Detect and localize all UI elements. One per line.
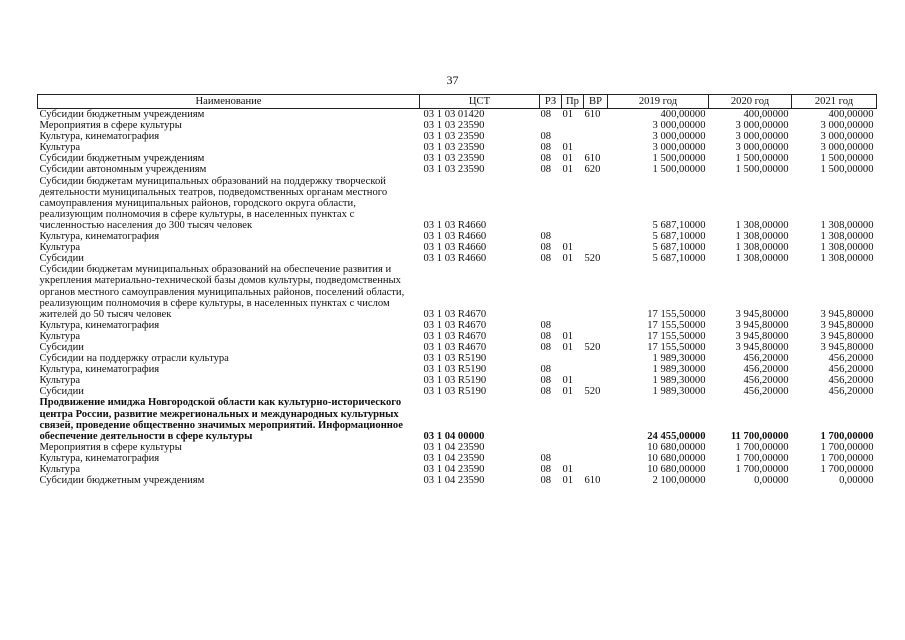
- cell-vr: [584, 453, 608, 464]
- cell-vr: [584, 131, 608, 142]
- cell-rz: 08: [540, 253, 552, 265]
- cell-2021: 1 500,00000: [820, 164, 874, 176]
- table-row: [38, 231, 877, 242]
- cell-2019: 1 989,30000: [652, 364, 706, 376]
- cell-cst: 03 1 03 R4670: [423, 319, 487, 331]
- cell-name: Культура: [39, 242, 81, 254]
- table-row: [38, 320, 877, 331]
- cell-vr: 610: [584, 153, 601, 165]
- header-rz: РЗ: [540, 95, 562, 109]
- cell-vr: [584, 242, 608, 253]
- cell-rz: [540, 353, 562, 364]
- cell-vr: [584, 120, 608, 131]
- cell-vr: 520: [584, 341, 601, 353]
- cell-rz: 08: [540, 475, 552, 487]
- cell-2019: 1 989,30000: [652, 353, 706, 365]
- cell-cst: 03 1 04 23590: [423, 464, 485, 475]
- table-body: [38, 109, 877, 487]
- cell-2019: 1 500,00000: [652, 164, 706, 176]
- cell-name: Культура, кинематография: [39, 319, 160, 331]
- cell-2019: 17 155,50000: [647, 330, 706, 342]
- table-row: [38, 364, 877, 375]
- table-row: [38, 142, 877, 153]
- cell-name: Культура: [39, 142, 81, 154]
- cell-pr: [562, 353, 584, 364]
- table-row: [38, 131, 877, 142]
- table-row: [38, 253, 877, 264]
- cell-rz: [540, 442, 562, 453]
- cell-rz: 08: [540, 464, 552, 475]
- cell-pr: 01: [562, 109, 574, 120]
- cell-2021: 1 308,00000: [820, 253, 874, 265]
- cell-2019: 24 455,00000: [647, 430, 706, 442]
- cell-2020: 1 308,00000: [735, 242, 789, 254]
- cell-name: Продвижение имиджа Новгородской области как культурно-исторического центра России, развитие межрегиональных и международных культурных связей, проведение общественно значимых мероприятий. Информационное обеспечение деятельности в сфере культуры: [39, 397, 403, 442]
- cell-2021: 3 000,00000: [820, 120, 874, 132]
- cell-2019: 5 687,10000: [652, 231, 706, 243]
- cell-2019: 3 000,00000: [652, 131, 706, 143]
- header-2020: 2020 год: [709, 95, 792, 109]
- table-row: [38, 164, 877, 175]
- cell-pr: 01: [562, 153, 574, 165]
- cell-2021: 456,20000: [828, 364, 874, 376]
- cell-vr: 520: [584, 386, 601, 398]
- cell-rz: 08: [540, 319, 552, 331]
- cell-pr: 01: [562, 475, 574, 487]
- cell-vr: [584, 331, 608, 342]
- cell-cst: 03 1 03 R4670: [423, 308, 487, 320]
- cell-2020: 3 000,00000: [735, 120, 789, 132]
- table-row: [38, 375, 877, 386]
- cell-2020: 11 700,00000: [730, 430, 789, 442]
- cell-2020: 1 700,00000: [735, 441, 789, 453]
- cell-rz: 08: [540, 242, 552, 254]
- cell-vr: [584, 442, 608, 453]
- cell-2020: 3 945,80000: [735, 330, 789, 342]
- table-row: [38, 353, 877, 364]
- cell-cst: 03 1 04 23590: [423, 475, 485, 487]
- table-row: [38, 342, 877, 353]
- cell-2019: 3 000,00000: [652, 120, 706, 132]
- cell-cst: 03 1 03 23590: [423, 120, 485, 132]
- cell-rz: [540, 176, 562, 231]
- cell-2020: 1 308,00000: [735, 253, 789, 265]
- cell-2019: 400,00000: [660, 109, 706, 120]
- cell-name: Культура, кинематография: [39, 131, 160, 143]
- table-row: [38, 153, 877, 164]
- cell-name: Культура: [39, 375, 81, 387]
- cell-2019: 10 680,00000: [647, 452, 706, 464]
- cell-2021: 1 700,00000: [820, 464, 874, 475]
- cell-pr: [562, 320, 584, 331]
- table-row: [38, 176, 877, 231]
- cell-cst: 03 1 03 R4670: [423, 330, 487, 342]
- cell-rz: [540, 397, 562, 441]
- cell-pr: 01: [562, 386, 574, 398]
- cell-pr: 01: [562, 341, 574, 353]
- table-row: [38, 397, 877, 441]
- cell-pr: 01: [562, 242, 574, 254]
- cell-rz: [540, 120, 562, 131]
- cell-vr: [584, 397, 608, 441]
- cell-vr: [584, 176, 608, 231]
- cell-2021: 1 700,00000: [820, 430, 874, 442]
- cell-2020: 456,20000: [743, 386, 789, 398]
- cell-vr: 610: [584, 475, 601, 487]
- cell-2019: 17 155,50000: [647, 308, 706, 320]
- cell-2021: 1 308,00000: [820, 219, 874, 231]
- header-name: Наименование: [38, 95, 420, 109]
- cell-2020: 1 700,00000: [735, 464, 789, 475]
- cell-rz: 08: [540, 452, 552, 464]
- cell-2021: 3 000,00000: [820, 142, 874, 154]
- cell-name: Культура: [39, 330, 81, 342]
- cell-2020: 0,00000: [754, 475, 789, 487]
- cell-2020: 3 945,80000: [735, 319, 789, 331]
- cell-cst: 03 1 03 R5190: [423, 375, 487, 387]
- cell-cst: 03 1 04 00000: [423, 430, 485, 442]
- cell-2021: 0,00000: [839, 475, 874, 487]
- cell-2020: 3 000,00000: [735, 142, 789, 154]
- cell-cst: 03 1 03 R4660: [423, 242, 487, 254]
- cell-name: Субсидии бюджетным учреждениям: [39, 153, 205, 165]
- cell-rz: 08: [540, 341, 552, 353]
- cell-cst: 03 1 03 R4670: [423, 341, 487, 353]
- table-row: [38, 464, 877, 475]
- table-row: [38, 386, 877, 397]
- cell-cst: 03 1 03 R5190: [423, 353, 487, 365]
- cell-name: Культура, кинематография: [39, 364, 160, 376]
- cell-vr: [584, 464, 608, 475]
- cell-name: Мероприятия в сфере культуры: [39, 120, 182, 132]
- table-row: [38, 242, 877, 253]
- cell-cst: 03 1 03 R4660: [423, 253, 487, 265]
- cell-cst: 03 1 03 R4660: [423, 219, 487, 231]
- cell-2021: 456,20000: [828, 353, 874, 365]
- cell-2021: 3 945,80000: [820, 330, 874, 342]
- cell-name: Культура, кинематография: [39, 452, 160, 464]
- cell-rz: [540, 264, 562, 319]
- cell-2020: 3 000,00000: [735, 131, 789, 143]
- cell-2021: 3 000,00000: [820, 131, 874, 143]
- cell-pr: 01: [562, 464, 574, 475]
- cell-2019: 10 680,00000: [647, 464, 706, 475]
- cell-cst: 03 1 03 R4660: [423, 231, 487, 243]
- cell-cst: 03 1 03 23590: [423, 142, 485, 154]
- cell-name: Субсидии бюджетным учреждениям: [39, 109, 205, 120]
- cell-pr: 01: [562, 142, 574, 154]
- cell-2020: 3 945,80000: [735, 341, 789, 353]
- cell-cst: 03 1 04 23590: [423, 452, 485, 464]
- cell-pr: [562, 364, 584, 375]
- cell-pr: 01: [562, 253, 574, 265]
- cell-rz: 08: [540, 164, 552, 176]
- cell-2021: 456,20000: [828, 386, 874, 398]
- cell-2021: 1 308,00000: [820, 242, 874, 254]
- cell-rz: 08: [540, 153, 552, 165]
- table-row: [38, 109, 877, 121]
- cell-name: Культура: [39, 464, 81, 475]
- cell-2020: 1 500,00000: [735, 164, 789, 176]
- cell-pr: 01: [562, 330, 574, 342]
- cell-2021: 1 700,00000: [820, 441, 874, 453]
- cell-vr: [584, 231, 608, 242]
- table-row: [38, 453, 877, 464]
- cell-name: Субсидии бюджетам муниципальных образований на обеспечение развития и укрепления материально-технической базы домов культуры, подведомственных органов местного самоуправления муниципальных районов, поселений области, реализующим полномочия в сфере культуры, в населенных пунктах с числом жителей до 50 тысяч человек: [39, 264, 405, 320]
- cell-pr: [562, 176, 584, 231]
- cell-cst: 03 1 04 23590: [423, 441, 485, 453]
- cell-2020: 456,20000: [743, 364, 789, 376]
- cell-2019: 5 687,10000: [652, 219, 706, 231]
- cell-2020: 1 500,00000: [735, 153, 789, 165]
- cell-name: Субсидии бюджетным учреждениям: [39, 475, 205, 487]
- cell-rz: 08: [540, 109, 552, 120]
- header-vr: ВР: [584, 95, 608, 109]
- header-pr: Пр: [562, 95, 584, 109]
- cell-2021: 1 700,00000: [820, 452, 874, 464]
- cell-2021: 456,20000: [828, 375, 874, 387]
- cell-2021: 3 945,80000: [820, 319, 874, 331]
- cell-2020: 1 308,00000: [735, 219, 789, 231]
- header-2019: 2019 год: [608, 95, 709, 109]
- cell-pr: [562, 231, 584, 242]
- cell-2020: 456,20000: [743, 375, 789, 387]
- cell-name: Субсидии на поддержку отрасли культура: [39, 353, 229, 365]
- cell-pr: [562, 453, 584, 464]
- cell-cst: 03 1 03 R5190: [423, 364, 487, 376]
- cell-cst: 03 1 03 23590: [423, 153, 485, 165]
- cell-2019: 1 989,30000: [652, 375, 706, 387]
- cell-2019: 3 000,00000: [652, 142, 706, 154]
- page-number: 37: [446, 73, 459, 87]
- header-2021: 2021 год: [792, 95, 877, 109]
- cell-rz: 08: [540, 142, 552, 154]
- cell-2020: 1 308,00000: [735, 231, 789, 243]
- cell-rz: 08: [540, 131, 552, 143]
- cell-vr: [584, 264, 608, 319]
- cell-rz: 08: [540, 231, 552, 243]
- cell-rz: 08: [540, 364, 552, 376]
- header-cst: ЦСТ: [420, 95, 540, 109]
- cell-2019: 5 687,10000: [652, 242, 706, 254]
- cell-name: Мероприятия в сфере культуры: [39, 441, 182, 453]
- cell-name: Субсидии автономным учреждениям: [39, 164, 207, 176]
- cell-vr: [584, 142, 608, 153]
- cell-vr: 520: [584, 253, 601, 265]
- cell-name: Субсидии бюджетам муниципальных образований на поддержку творческой деятельности муниципальных театров, подведомственных органам местного самоуправления муниципальных районов, городского округа области, реализующим полномочия в сфере культуры, в населенных пунктах с численностью населения до 300 тысяч человек: [39, 175, 388, 231]
- cell-2021: 1 308,00000: [820, 231, 874, 243]
- cell-2019: 10 680,00000: [647, 441, 706, 453]
- cell-pr: [562, 264, 584, 319]
- cell-vr: [584, 364, 608, 375]
- cell-2019: 5 687,10000: [652, 253, 706, 265]
- cell-2021: 400,00000: [828, 109, 874, 120]
- cell-vr: [584, 353, 608, 364]
- cell-vr: [584, 375, 608, 386]
- cell-cst: 03 1 03 R5190: [423, 386, 487, 398]
- cell-2021: 1 500,00000: [820, 153, 874, 165]
- cell-vr: [584, 320, 608, 331]
- cell-pr: [562, 131, 584, 142]
- cell-rz: 08: [540, 386, 552, 398]
- cell-2021: 3 945,80000: [820, 308, 874, 320]
- cell-name: Субсидии: [39, 341, 84, 353]
- cell-cst: 03 1 03 23590: [423, 131, 485, 143]
- cell-name: Субсидии: [39, 253, 84, 265]
- cell-pr: [562, 397, 584, 441]
- cell-rz: 08: [540, 330, 552, 342]
- cell-name: Субсидии: [39, 386, 84, 398]
- cell-2019: 1 989,30000: [652, 386, 706, 398]
- cell-vr: 620: [584, 164, 601, 176]
- cell-rz: 08: [540, 375, 552, 387]
- cell-2020: 400,00000: [743, 109, 789, 120]
- table-row: [38, 442, 877, 453]
- cell-pr: [562, 120, 584, 131]
- cell-pr: [562, 442, 584, 453]
- cell-pr: 01: [562, 375, 574, 387]
- cell-cst: 03 1 03 23590: [423, 164, 485, 176]
- cell-cst: 03 1 03 01420: [423, 109, 485, 120]
- table-row: [38, 120, 877, 131]
- cell-2020: 3 945,80000: [735, 308, 789, 320]
- cell-2019: 17 155,50000: [647, 341, 706, 353]
- cell-name: Культура, кинематография: [39, 231, 160, 243]
- table-row: [38, 475, 877, 486]
- cell-2021: 3 945,80000: [820, 341, 874, 353]
- cell-2019: 17 155,50000: [647, 319, 706, 331]
- cell-2020: 456,20000: [743, 353, 789, 365]
- budget-table: [37, 94, 877, 486]
- cell-2020: 1 700,00000: [735, 452, 789, 464]
- cell-2019: 1 500,00000: [652, 153, 706, 165]
- table-row: [38, 264, 877, 319]
- table-header-row: [38, 95, 877, 109]
- cell-vr: 610: [584, 109, 601, 120]
- cell-pr: 01: [562, 164, 574, 176]
- cell-2019: 2 100,00000: [652, 475, 706, 487]
- table-row: [38, 331, 877, 342]
